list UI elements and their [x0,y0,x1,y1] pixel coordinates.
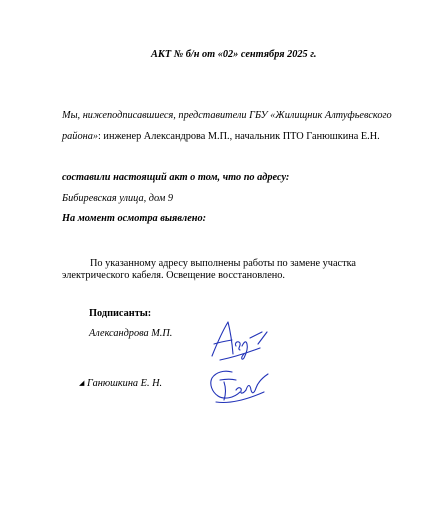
address: Бибиревская улица, дом 9 [62,193,174,204]
body-line-1: По указанному адресу выполнены работы по замене участка [90,258,356,269]
act-title: АКТ № б/н от «02» сентября 2025 г. [151,49,317,60]
inspection-heading: На момент осмотра выявлено: [62,213,207,224]
signer-2-row [79,377,162,391]
intro-line-1: Мы, нижеподписавшиеся, представители ГБУ «Жилищник Алтуфьевского [62,110,392,121]
intro-line-2 [62,130,380,143]
organization-name-end: района» [62,131,98,142]
compiled-statement: составили настоящий акт о том, что по адресу: [62,172,290,183]
signatures-heading: Подписанты: [89,308,152,319]
signature-1-image [206,316,276,364]
signer-1-name: Александрова М.П. [89,328,173,339]
signer-2-name: Ганюшкина Е. Н. [86,378,163,389]
body-line-2: электрического кабеля. Освещение восстановлено. [62,270,286,281]
triangle-marker-icon: ◢ [79,379,85,387]
signature-2-image [206,366,276,410]
representatives-list: : инженер Александрова М.П., начальник ПТО Ганюшкина Е.Н. [98,131,380,142]
